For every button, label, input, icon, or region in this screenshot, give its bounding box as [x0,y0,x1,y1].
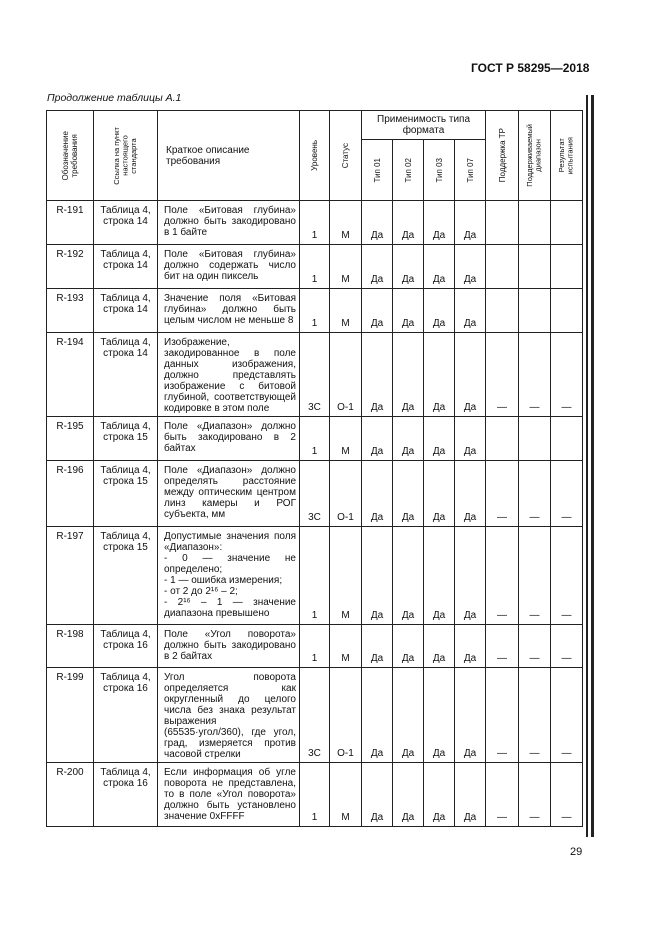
type-applicability-cell: Да [362,668,393,763]
status-cell: М [330,417,362,461]
requirement-id: R-198 [47,625,94,668]
requirement-id: R-192 [47,245,94,289]
requirement-id: R-193 [47,289,94,333]
table-row [47,333,583,417]
status-cell: О-1 [330,668,362,763]
requirement-id: R-191 [47,201,94,245]
status-cell: М [330,527,362,625]
requirement-id: R-200 [47,763,94,827]
type-applicability-cell: Да [455,245,486,289]
requirement-id: R-199 [47,668,94,763]
requirement-reference: Таблица 4, строка 16 [94,668,158,763]
type-applicability-cell: Да [362,245,393,289]
test-result-cell: — [551,668,583,763]
table-row [47,289,583,333]
table-row [47,763,583,827]
requirement-id: R-194 [47,333,94,417]
level-cell: 1 [300,245,330,289]
table-row [47,625,583,668]
table-row [47,668,583,763]
tp-support-cell: — [486,527,519,625]
requirements-table [46,110,583,827]
test-result-cell [551,201,583,245]
tp-support-cell [486,289,519,333]
requirement-reference: Таблица 4, строка 14 [94,289,158,333]
col-type-02: Тип 02 [393,140,424,201]
status-cell: О-1 [330,333,362,417]
requirement-id: R-197 [47,527,94,625]
margin-rule [591,95,594,837]
type-applicability-cell: Да [455,763,486,827]
requirement-description: Изображение, закодированное в поле данных изображения, должно представлять изображение с битовой глубиной, соответствующей кодировке в этом поле [158,333,300,417]
type-applicability-cell: Да [455,461,486,527]
table-body [47,201,583,827]
type-applicability-cell: Да [424,245,455,289]
supported-range-cell: — [519,461,551,527]
tp-support-cell: — [486,625,519,668]
tp-support-cell: — [486,461,519,527]
type-applicability-cell: Да [455,417,486,461]
tp-support-cell [486,245,519,289]
col-description: Краткое описание требования [158,111,300,201]
col-type-01: Тип 01 [362,140,393,201]
type-applicability-cell: Да [424,527,455,625]
table-row [47,417,583,461]
level-cell: 1 [300,527,330,625]
page-number: 29 [570,846,583,858]
supported-range-cell: — [519,333,551,417]
type-applicability-cell: Да [393,417,424,461]
requirement-reference: Таблица 4, строка 15 [94,461,158,527]
type-applicability-cell: Да [393,289,424,333]
level-cell: 1 [300,763,330,827]
type-applicability-cell: Да [362,461,393,527]
table-row [47,245,583,289]
type-applicability-cell: Да [424,668,455,763]
tp-support-cell [486,201,519,245]
type-applicability-cell: Да [424,289,455,333]
level-cell: 3С [300,668,330,763]
margin-rule [586,95,588,837]
type-applicability-cell: Да [424,763,455,827]
col-reference: Ссылка на пункт настоящего стандарта [94,111,158,201]
type-applicability-cell: Да [424,417,455,461]
test-result-cell: — [551,333,583,417]
type-applicability-cell: Да [362,625,393,668]
requirement-reference: Таблица 4, строка 14 [94,245,158,289]
table-row [47,461,583,527]
supported-range-cell [519,201,551,245]
col-supported-range: Поддерживаемый диапазон [519,111,551,201]
col-designation: Обозначение требования [47,111,94,201]
requirement-description: Допустимые значения поля «Диапазон»: - 0 — значение не определено; - 1 — ошибка измерения; - от 2 до 2¹⁶ – 2; - 2¹⁶ – 1 — значение диапазона превышено [158,527,300,625]
status-cell: М [330,289,362,333]
col-type-03: Тип 03 [424,140,455,201]
test-result-cell: — [551,763,583,827]
type-applicability-cell: Да [393,668,424,763]
requirement-description: Значение поля «Битовая глубина» должно быть целым числом не меньше 8 [158,289,300,333]
type-applicability-cell: Да [393,201,424,245]
supported-range-cell: — [519,763,551,827]
col-tp-support: Поддержка ТР [486,111,519,201]
level-cell: 1 [300,289,330,333]
type-applicability-cell: Да [455,289,486,333]
supported-range-cell [519,245,551,289]
test-result-cell [551,245,583,289]
type-applicability-cell: Да [393,763,424,827]
col-type-07: Тип 07 [455,140,486,201]
standard-code: ГОСТ Р 58295—2018 [471,61,590,75]
requirement-description: Угол поворота определяется как округленный до целого числа без знака результат выражения (65535·угол/360), где угол, град, измеряется против часовой стрелки [158,668,300,763]
type-applicability-cell: Да [393,527,424,625]
requirement-reference: Таблица 4, строка 16 [94,763,158,827]
level-cell: 1 [300,625,330,668]
type-applicability-cell: Да [362,201,393,245]
table-row [47,527,583,625]
requirement-reference: Таблица 4, строка 15 [94,417,158,461]
test-result-cell: — [551,527,583,625]
type-applicability-cell: Да [362,527,393,625]
type-applicability-cell: Да [362,417,393,461]
col-level: Уровень [300,111,330,201]
col-test-result: Результат испытания [551,111,583,201]
type-applicability-cell: Да [455,527,486,625]
supported-range-cell: — [519,625,551,668]
level-cell: 3С [300,333,330,417]
requirement-description: Если информация об угле поворота не представлена, то в поле «Угол поворота» должно быть установлено значение 0xFFFF [158,763,300,827]
type-applicability-cell: Да [455,201,486,245]
type-applicability-cell: Да [455,668,486,763]
type-applicability-cell: Да [424,333,455,417]
type-applicability-cell: Да [424,625,455,668]
requirement-id: R-195 [47,417,94,461]
supported-range-cell: — [519,527,551,625]
table-continuation-caption: Продолжение таблицы А.1 [47,92,182,104]
type-applicability-cell: Да [362,289,393,333]
level-cell: 3С [300,461,330,527]
level-cell: 1 [300,417,330,461]
status-cell: М [330,201,362,245]
supported-range-cell [519,289,551,333]
tp-support-cell: — [486,668,519,763]
requirement-description: Поле «Битовая глубина» должно содержать число бит на один пиксель [158,245,300,289]
type-applicability-cell: Да [393,333,424,417]
test-result-cell: — [551,625,583,668]
col-applicability: Применимость типа формата [362,111,486,140]
header-row [47,111,583,140]
status-cell: М [330,763,362,827]
tp-support-cell [486,417,519,461]
requirement-description: Поле «Диапазон» должно определять расстояние между оптическим центром линз камеры и РОГ субъекта, мм [158,461,300,527]
test-result-cell [551,289,583,333]
requirement-description: Поле «Угол поворота» должно быть закодировано в 2 байтах [158,625,300,668]
level-cell: 1 [300,201,330,245]
type-applicability-cell: Да [455,625,486,668]
supported-range-cell [519,417,551,461]
type-applicability-cell: Да [424,461,455,527]
type-applicability-cell: Да [393,461,424,527]
status-cell: О-1 [330,461,362,527]
requirement-reference: Таблица 4, строка 14 [94,333,158,417]
test-result-cell: — [551,461,583,527]
requirement-description: Поле «Битовая глубина» должно быть закодировано в 1 байте [158,201,300,245]
requirement-reference: Таблица 4, строка 14 [94,201,158,245]
requirement-description: Поле «Диапазон» должно быть закодировано в 2 байтах [158,417,300,461]
tp-support-cell: — [486,763,519,827]
table-row [47,201,583,245]
status-cell: М [330,625,362,668]
type-applicability-cell: Да [455,333,486,417]
type-applicability-cell: Да [424,201,455,245]
status-cell: М [330,245,362,289]
tp-support-cell: — [486,333,519,417]
supported-range-cell: — [519,668,551,763]
requirement-reference: Таблица 4, строка 16 [94,625,158,668]
type-applicability-cell: Да [362,333,393,417]
type-applicability-cell: Да [393,625,424,668]
test-result-cell [551,417,583,461]
requirement-id: R-196 [47,461,94,527]
type-applicability-cell: Да [393,245,424,289]
type-applicability-cell: Да [362,763,393,827]
requirement-reference: Таблица 4, строка 15 [94,527,158,625]
col-status: Статус [330,111,362,201]
